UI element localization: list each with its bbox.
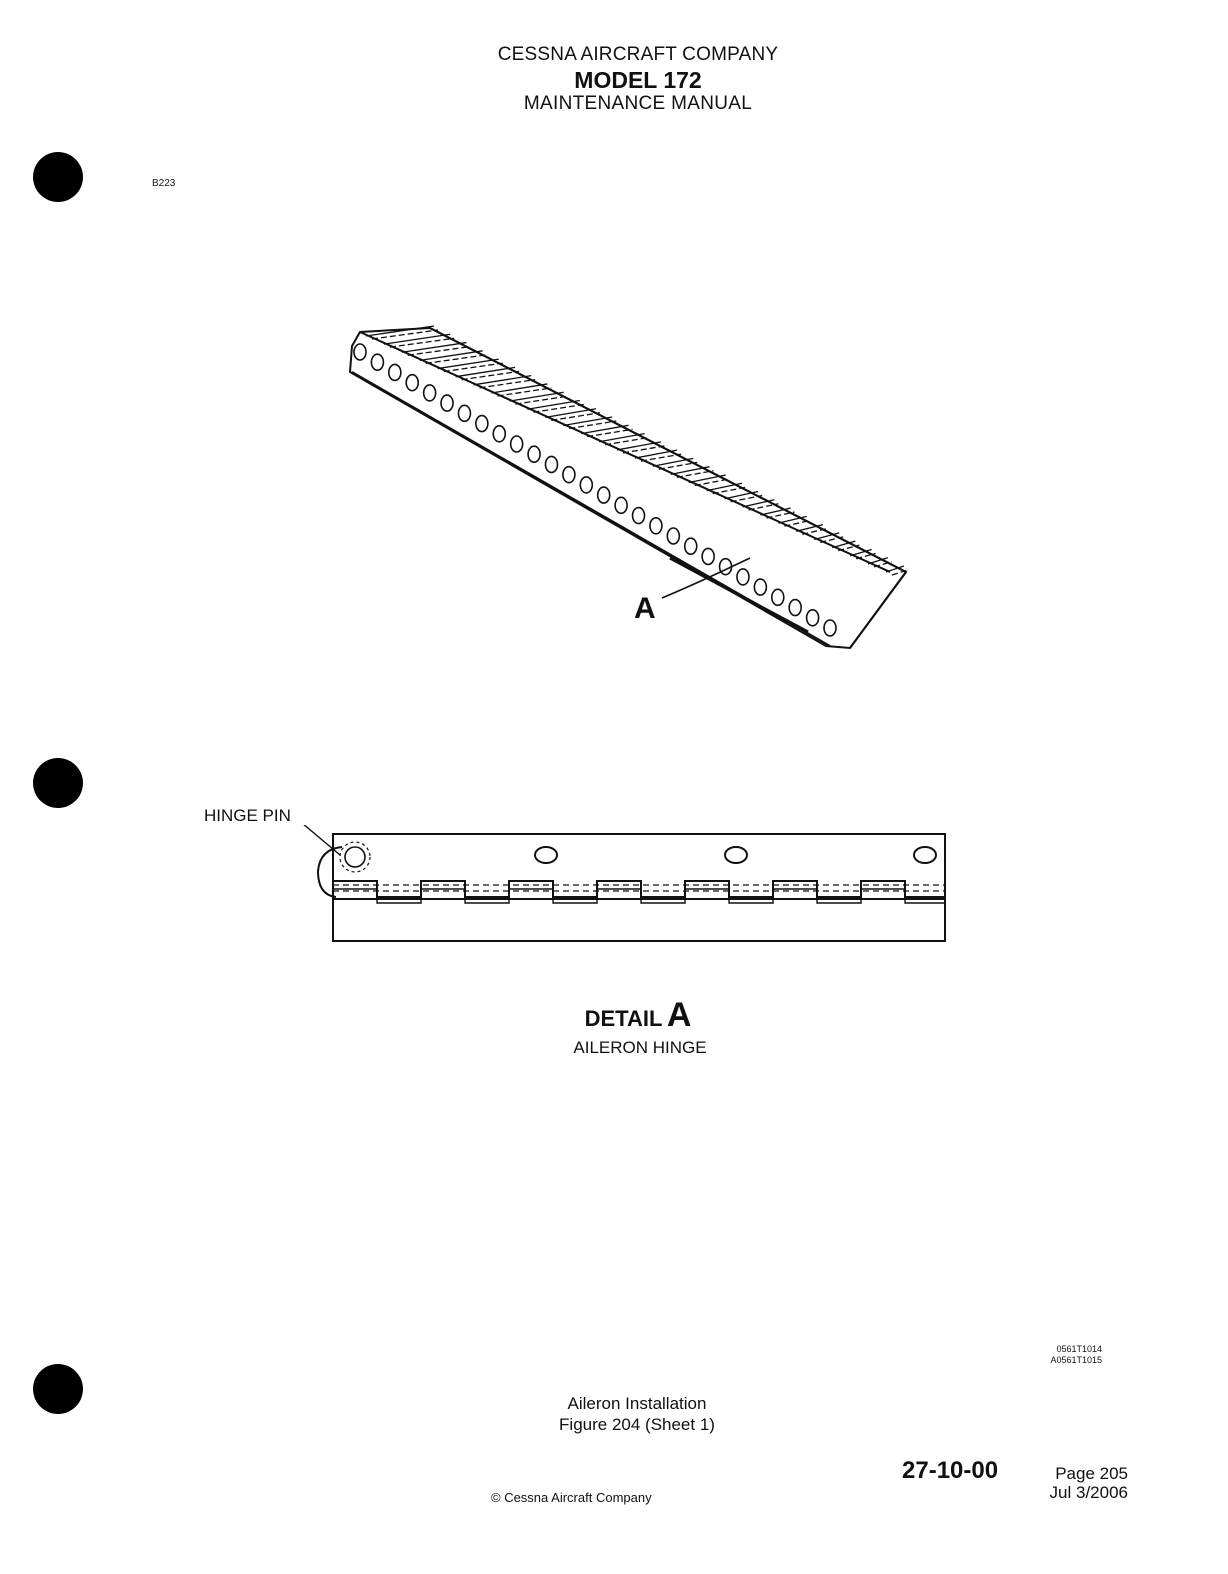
spar-hole <box>615 497 627 513</box>
spar-hole <box>528 446 540 462</box>
drawing-number-1: 0561T1014 <box>1056 1344 1102 1354</box>
spar-hole <box>441 395 453 411</box>
figure-caption <box>0 1393 1228 1435</box>
aileron-rib <box>527 400 579 409</box>
spar-hole <box>580 477 592 493</box>
spar-hole <box>389 364 401 380</box>
aileron-rib <box>635 450 677 458</box>
aileron-rib-hidden <box>838 545 859 550</box>
hinge-outer-frame <box>333 834 945 941</box>
detail-word: DETAIL <box>584 1006 663 1031</box>
chapter-number: 27-10-00 <box>902 1457 999 1484</box>
detail-a-hinge-drawing <box>290 825 950 950</box>
callout-a-label: A <box>634 592 656 625</box>
aileron-spar-holes <box>354 344 836 636</box>
hinge-slot <box>914 847 936 863</box>
binder-hole-top <box>33 152 83 202</box>
aileron-rib-hidden <box>551 413 600 421</box>
spar-hole <box>598 487 610 503</box>
aileron-body-outline <box>350 328 906 648</box>
header-model: MODEL 172 <box>574 67 702 93</box>
spar-hole <box>824 620 836 636</box>
aileron-illustration <box>330 310 930 670</box>
spar-hole <box>476 416 488 432</box>
drawing-number-2: A0561T1015 <box>1050 1355 1102 1365</box>
spar-hole <box>371 354 383 370</box>
spar-hole <box>667 528 679 544</box>
page-number: Page 205 <box>1055 1464 1128 1483</box>
caption-title: Aileron Installation <box>567 1394 707 1413</box>
figure-code: B223 <box>152 178 176 189</box>
aileron-rib-hidden <box>569 421 616 428</box>
hinge-pin-leader <box>302 825 340 855</box>
aileron-rib <box>671 467 710 475</box>
detail-letter: A <box>666 996 692 1034</box>
spar-hole <box>406 375 418 391</box>
aileron-rib <box>581 425 628 433</box>
aileron-rib-hidden <box>533 404 583 412</box>
aileron-rib <box>617 442 661 450</box>
header-company: CESSNA AIRCRAFT COMPANY <box>497 44 779 65</box>
aileron-rib-hidden <box>623 446 665 453</box>
aileron-rib-hidden <box>587 429 632 436</box>
aileron-rib <box>653 458 693 466</box>
caption-figure-number: Figure 204 (Sheet 1) <box>559 1415 715 1434</box>
spar-hole <box>563 467 575 483</box>
aileron-rib <box>599 434 645 442</box>
aileron-rib-hidden <box>820 537 843 543</box>
aileron-rib-hidden <box>605 438 649 445</box>
spar-hole <box>650 518 662 534</box>
spar-hole <box>545 456 557 472</box>
spar-hole <box>685 538 697 554</box>
hinge-slot <box>535 847 557 863</box>
copyright: © Cessna Aircraft Company <box>491 1490 652 1505</box>
spar-hole <box>633 508 645 524</box>
header-manual-title: MAINTENANCE MANUAL <box>523 93 753 114</box>
spar-hole <box>754 579 766 595</box>
hinge-slot <box>725 847 747 863</box>
detail-title <box>0 996 1228 1035</box>
spar-hole <box>493 426 505 442</box>
aileron-rib <box>707 483 742 490</box>
drawing-numbers <box>1032 1344 1102 1366</box>
aileron-rib-hidden <box>515 396 567 404</box>
aileron-rib-hidden <box>498 388 552 396</box>
detail-subtitle: AILERON HINGE <box>573 1038 707 1057</box>
spar-hole <box>807 610 819 626</box>
page-info <box>1010 1464 1128 1502</box>
aileron-rib <box>563 417 612 425</box>
spar-hole <box>511 436 523 452</box>
spar-hole <box>702 548 714 564</box>
spar-hole <box>458 405 470 421</box>
spar-hole <box>424 385 436 401</box>
binder-hole-middle <box>33 758 83 808</box>
hinge-pin-label: HINGE PIN <box>204 806 291 825</box>
revision-date: Jul 3/2006 <box>1049 1483 1128 1502</box>
spar-hole <box>789 600 801 616</box>
aileron-rib <box>545 409 596 418</box>
aileron-rib <box>689 475 726 483</box>
spar-hole <box>772 589 784 605</box>
aileron-hinge-strip <box>670 558 808 632</box>
spar-hole <box>737 569 749 585</box>
spar-hole <box>354 344 366 360</box>
